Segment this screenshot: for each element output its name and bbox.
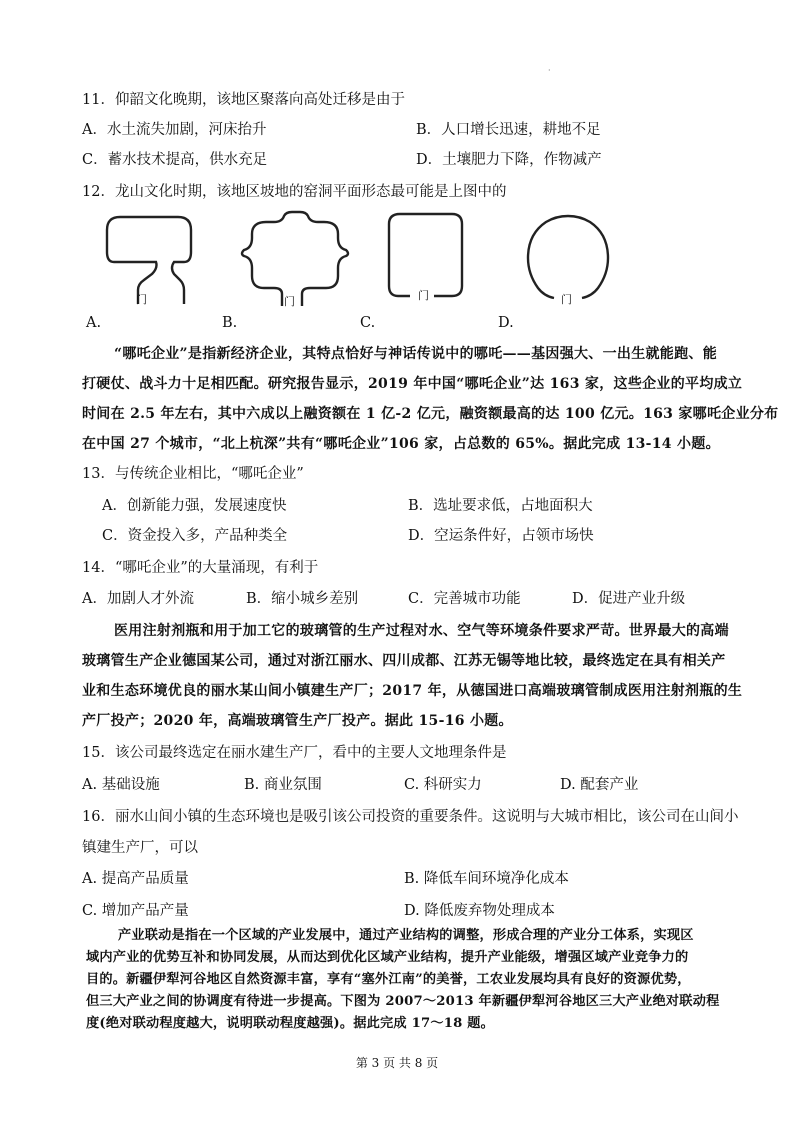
q13-option-a[interactable]: A．创新能力强，发展速度快 — [102, 498, 287, 514]
passage-1-line-1: “哪吒企业”是指新经济企业，其特点恰好与神话传说中的哪吒——基因强大、一出生就能跑、能 — [114, 346, 718, 362]
passage-3-line-5: 度(绝对联动程度越大，说明联动程度越强)。据此完成 17～18 题。 — [86, 1016, 495, 1031]
q12-shape-d-door: 门 — [561, 293, 572, 306]
cave-shape-a-icon — [100, 210, 200, 320]
q16-option-d[interactable]: D. 降低废弃物处理成本 — [404, 903, 555, 919]
q14-stem: 14．“哪吒企业”的大量涌现，有利于 — [82, 560, 319, 576]
cave-shape-c-icon — [386, 210, 476, 310]
q12-option-d[interactable]: D. — [498, 315, 514, 331]
q16-option-b[interactable]: B. 降低车间环境净化成本 — [404, 871, 569, 887]
passage-2-line-3: 业和生态环境优良的丽水某山间小镇建生产厂；2017 年，从德国进口高端玻璃管制成医用注射剂瓶的生 — [82, 683, 743, 699]
passage-3-line-2: 域内产业的优势互补和协同发展，从而达到优化区域产业结构，提升产业能级，增强区域产业竞争力的 — [86, 950, 689, 965]
q13-stem: 13．与传统企业相比，“哪吒企业” — [82, 466, 304, 482]
q11-option-c[interactable]: C．蓄水技术提高，供水充足 — [82, 152, 268, 168]
passage-3-line-1: 产业联动是指在一个区域的产业发展中，通过产业结构的调整，形成合理的产业分工体系，实现区 — [118, 928, 694, 943]
q16-option-c[interactable]: C. 增加产品产量 — [82, 903, 189, 919]
q13-option-b[interactable]: B．选址要求低，占地面积大 — [408, 498, 593, 514]
passage-2-line-1: 医用注射剂瓶和用于加工它的玻璃管的生产过程对水、空气等环境条件要求严苛。世界最大的高端 — [114, 623, 729, 639]
q15-option-d[interactable]: D. 配套产业 — [560, 777, 639, 793]
q12-option-a[interactable]: A. — [86, 315, 102, 331]
q16-option-a[interactable]: A. 提高产品质量 — [82, 871, 189, 887]
q14-option-a[interactable]: A．加剧人才外流 — [82, 591, 194, 607]
q13-option-d[interactable]: D．空运条件好，占领市场快 — [408, 528, 594, 544]
q15-stem: 15．该公司最终选定在丽水建生产厂，看中的主要人文地理条件是 — [82, 745, 507, 761]
q16-stem-line-1: 16．丽水山间小镇的生态环境也是吸引该公司投资的重要条件。这说明与大城市相比，该公司在山间小 — [82, 809, 739, 825]
passage-1-line-3: 时间在 2.5 年左右，其中六成以上融资额在 1 亿-2 亿元，融资额最高的达 100 亿元。163 家哪吒企业分布 — [82, 406, 779, 422]
q11-option-b[interactable]: B．人口增长迅速，耕地不足 — [416, 122, 601, 138]
q11-option-d[interactable]: D．土壤肥力下降，作物减产 — [416, 152, 602, 168]
passage-2-line-2: 玻璃管生产企业德国某公司，通过对浙江丽水、四川成都、江苏无锡等地比较，最终选定在具有相关产 — [82, 653, 726, 669]
passage-1-line-4: 在中国 27 个城市，“北上杭深”共有“哪吒企业”106 家，占总数的 65%。据此完成 13-14 小题。 — [82, 436, 720, 452]
q12-shape-c-door: 门 — [418, 289, 429, 302]
q14-option-b[interactable]: B．缩小城乡差别 — [246, 591, 359, 607]
q12-stem: 12．龙山文化时期，该地区坡地的窑洞平面形态最可能是上图中的 — [82, 184, 507, 200]
scan-speck: · — [548, 66, 551, 75]
q12-option-c[interactable]: C. — [360, 315, 376, 331]
passage-1-line-2: 打硬仗、战斗力十足相匹配。研究报告显示，2019 年中国“哪吒企业”达 163 家，这些企业的平均成立 — [82, 376, 743, 392]
passage-3-line-3: 目的。新疆伊犁河谷地区自然资源丰富，享有“塞外江南”的美誉，工农业发展均具有良好的资源优势， — [86, 972, 691, 987]
page-footer: 第 3 页 共 8 页 — [355, 1056, 439, 1070]
q12-shape-a-door: 门 — [136, 293, 147, 306]
q12-shape-b-door: 门 — [284, 295, 295, 308]
q16-stem-line-2: 镇建生产厂，可以 — [82, 840, 198, 856]
passage-3-line-4: 但三大产业之间的协调度有待进一步提高。下图为 2007～2013 年新疆伊犁河谷地区三大产业绝对联动程 — [86, 994, 720, 1009]
q14-option-d[interactable]: D．促进产业升级 — [572, 591, 686, 607]
q15-option-a[interactable]: A. 基础设施 — [82, 777, 160, 793]
q15-option-b[interactable]: B. 商业氛围 — [244, 777, 322, 793]
q14-option-c[interactable]: C．完善城市功能 — [408, 591, 521, 607]
cave-shape-b-icon — [240, 210, 360, 320]
q11-option-a[interactable]: A．水土流失加剧，河床抬升 — [82, 122, 267, 138]
q11-stem: 11．仰韶文化晚期，该地区聚落向高处迁移是由于 — [82, 92, 405, 108]
passage-2-line-4: 产厂投产；2020 年，高端玻璃管生产厂投产。据此 15-16 小题。 — [82, 713, 513, 729]
q12-option-b[interactable]: B. — [222, 315, 238, 331]
cave-shape-d-icon — [524, 212, 624, 312]
q15-option-c[interactable]: C. 科研实力 — [404, 777, 482, 793]
q13-option-c[interactable]: C．资金投入多，产品种类全 — [102, 528, 288, 544]
